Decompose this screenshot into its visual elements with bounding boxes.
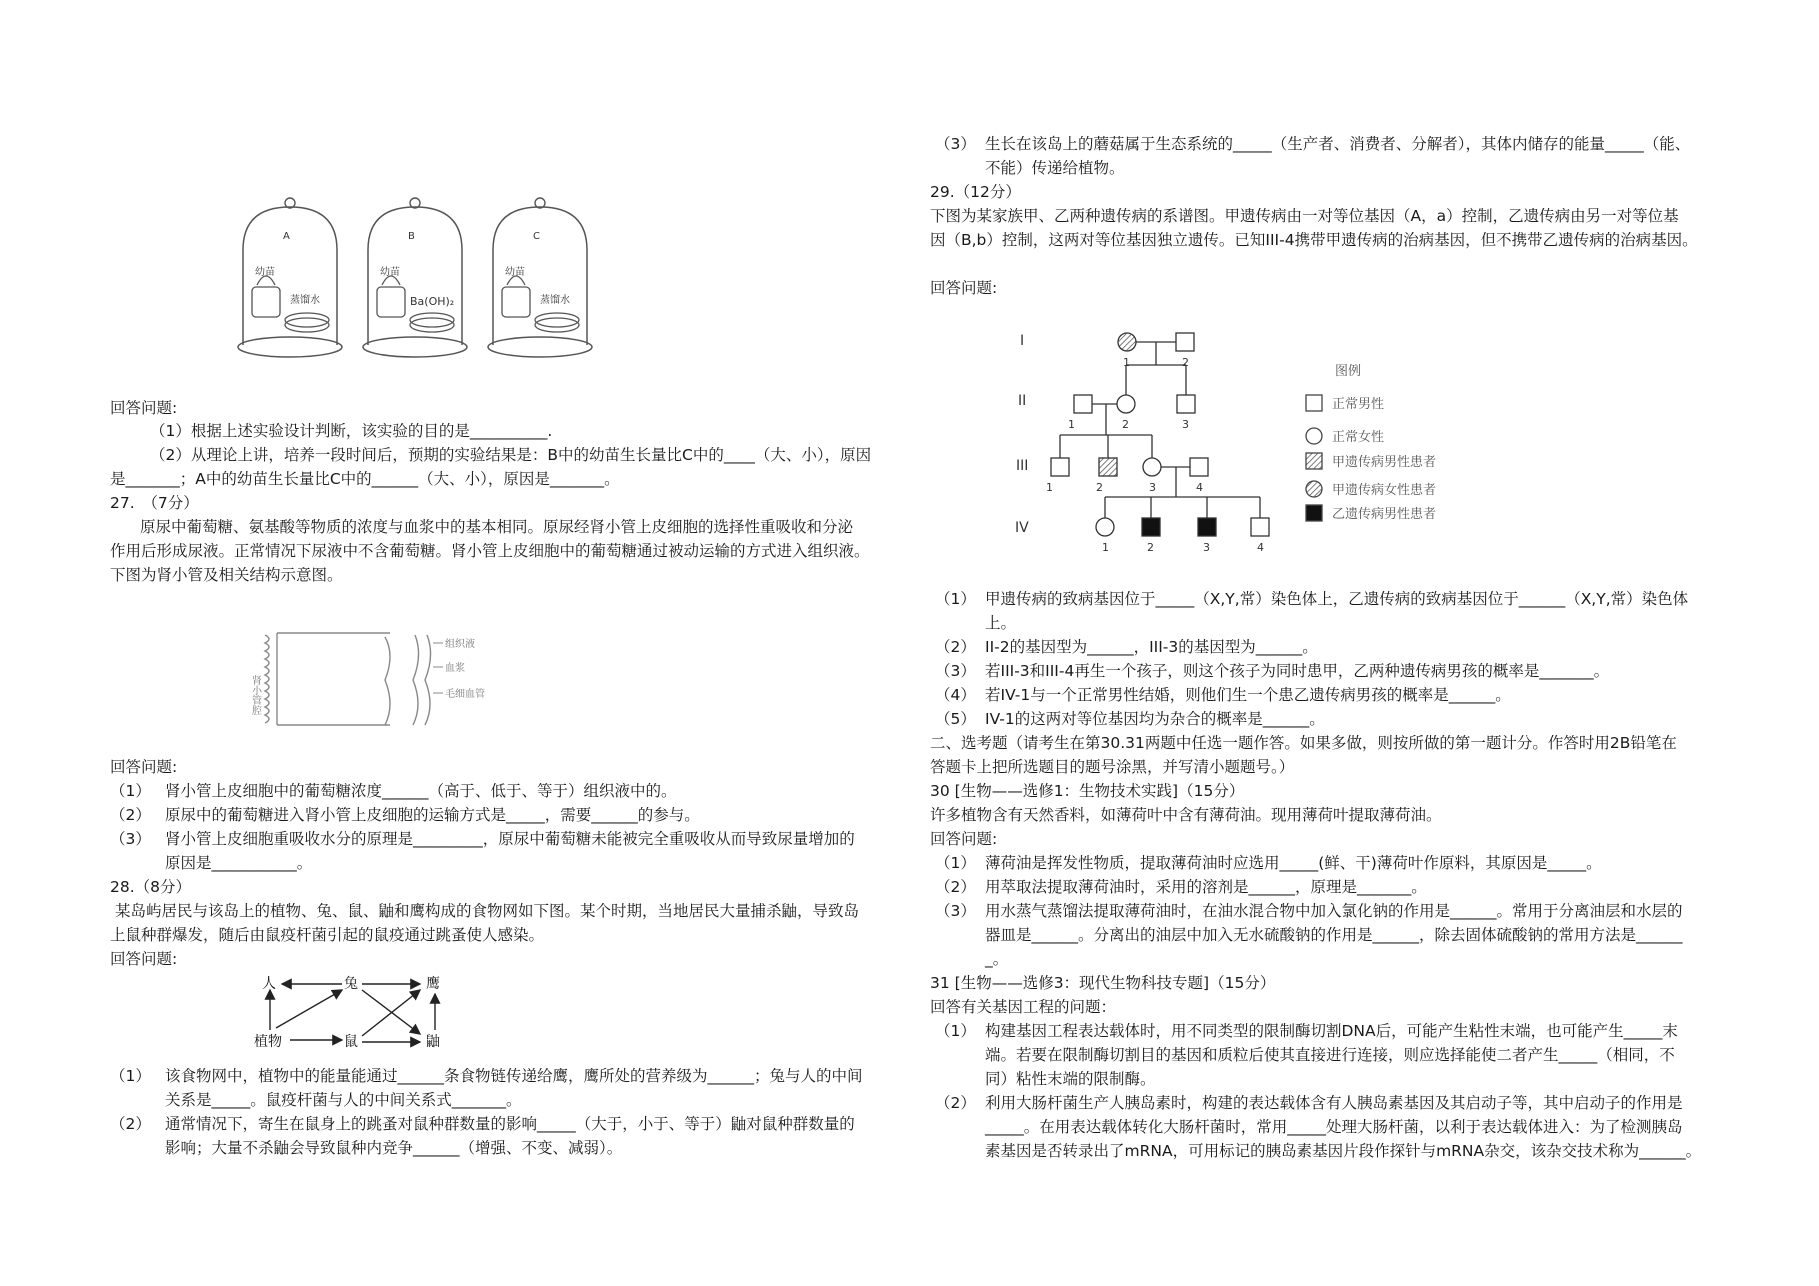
q27-heading: 27. （7分） [110, 494, 199, 512]
q31-item-2: 利用大肠杆菌生产人胰岛素时，构建的表达载体含有人胰岛素基因及其启动子等，其中启动子的作用是 [985, 1094, 1683, 1112]
legend-normal-male-icon [1306, 395, 1322, 411]
q30-item-2: 用萃取法提取薄荷油时，采用的溶剂是______，原理是_______。 [985, 878, 1427, 896]
q31-heading: 31 [生物——选修3：现代生物科技专题]（15分） [930, 974, 1276, 992]
q29-item-1: 甲遗传病的致病基因位于_____（X,Y,常）染色体上，乙遗传病的致病基因位于______（X,Y,常）染色体 [985, 590, 1689, 608]
q29-text-1: 下图为某家族甲、乙两种遗传病的系谱图。甲遗传病由一对等位基因（A，a）控制，乙遗传病由另一对等位基 [930, 207, 1679, 225]
q28-text-2: 上鼠种群爆发，随后由鼠疫杆菌引起的鼠疫通过跳蚤使人感染。 [110, 926, 545, 944]
jar-a-letter: A [283, 231, 290, 242]
bell-jar-a [238, 198, 342, 357]
jar-a-dish: 蒸馏水 [290, 295, 320, 306]
web-mouse: 鼠 [344, 1034, 358, 1050]
pedigree-I-2 [1176, 333, 1194, 351]
plasma-label: 血浆 [445, 663, 465, 674]
q31-item-1-num: （1） [935, 1022, 976, 1040]
legend-normal-female: 正常女性 [1332, 430, 1385, 445]
svg-text:1: 1 [1068, 418, 1075, 431]
q30-item-3-num: （3） [935, 902, 976, 920]
q28-item-3-cont: 不能）传递给植物。 [985, 159, 1125, 177]
jar-b-label: 幼苗 [380, 267, 400, 278]
gen-label-4: IV [1015, 520, 1029, 536]
bell-jar-b [363, 198, 467, 357]
q28-item-1: 该食物网中，植物中的能量能通过______条食物链传递给鹰，鹰所处的营养级为______；兔与人的中间 [165, 1067, 863, 1085]
q28-item-1-cont: 关系是_____。鼠疫杆菌与人的中间关系式_______。 [165, 1091, 522, 1109]
q28-answer-prompt: 回答问题: [110, 950, 178, 968]
q26-answer-prompt: 回答问题: [110, 399, 178, 417]
svg-text:2: 2 [1096, 481, 1103, 494]
q27-item-1-num: （1） [110, 782, 151, 800]
svg-text:1: 1 [1046, 481, 1053, 494]
q29-item-4: 若IV-1与一个正常男性结婚，则他们生一个患乙遗传病男孩的概率是______。 [985, 686, 1511, 704]
pedigree-III-3 [1143, 458, 1161, 476]
q29-item-5-num: （5） [935, 710, 976, 728]
q27-text-1: 原尿中葡萄糖、氨基酸等物质的浓度与血浆中的基本相同。原尿经肾小管上皮细胞的选择性重吸收和分泌 [140, 518, 854, 536]
svg-text:3: 3 [1149, 481, 1156, 494]
legend-normal-male: 正常男性 [1332, 397, 1385, 412]
legend-b-male-icon [1306, 505, 1322, 521]
legend-title: 图例 [1335, 364, 1362, 379]
q29-item-2: II-2的基因型为______，III-3的基因型为______。 [985, 638, 1318, 656]
q30-item-3-cont2: _。 [985, 950, 1009, 968]
q30-item-2-num: （2） [935, 878, 976, 896]
q27-answer-prompt: 回答问题: [110, 758, 178, 776]
svg-text:1: 1 [1102, 541, 1109, 554]
svg-text:4: 4 [1196, 481, 1203, 494]
legend-a-female-icon [1306, 481, 1322, 497]
q29-heading: 29.（12分） [930, 183, 1021, 201]
bell-jar-c [488, 198, 592, 357]
q28-item-2: 通常情况下，寄生在鼠身上的跳蚤对鼠种群数量的影响_____（大于，小于、等于）鼬对鼠种群数量的 [165, 1115, 855, 1133]
q29-item-1-cont: 上。 [985, 614, 1017, 632]
pedigree-IV-3 [1198, 518, 1216, 536]
q31-item-1-cont: 端。若要在限制酶切割目的基因和质粒后使其直接进行连接，则应选择能使二者产生_____（相同，不 [985, 1046, 1675, 1064]
pedigree-II-3 [1177, 395, 1195, 413]
q28-item-2-cont: 影响；大量不杀鼬会导致鼠种内竞争______（增强、不变、减弱）。 [165, 1139, 623, 1157]
tissue-fluid-label: 组织液 [445, 639, 475, 650]
q27-text-3: 下图为肾小管及相关结构示意图。 [110, 566, 343, 584]
q31-item-1-cont2: 同）粘性末端的限制酶。 [985, 1070, 1156, 1088]
jar-a-label: 幼苗 [255, 267, 275, 278]
q28-item-3: 生长在该岛上的蘑菇属于生态系统的_____（生产者、消费者、分解者），其体内储存的能量_____（能、 [985, 135, 1691, 153]
q26-part-2a: （2）从理论上讲，培养一段时间后，预期的实验结果是：B中的幼苗生长量比C中的____（大、小），原因 [150, 446, 872, 464]
pedigree-IV-1 [1096, 518, 1114, 536]
pedigree-III-2 [1099, 458, 1117, 476]
jar-c-dish: 蒸馏水 [540, 295, 570, 306]
svg-text:3: 3 [1203, 541, 1210, 554]
legend-a-male: 甲遗传病男性患者 [1332, 455, 1437, 470]
pedigree-I-1 [1118, 333, 1136, 351]
q30-text-1: 许多植物含有天然香料，如薄荷叶中含有薄荷油。现用薄荷叶提取薄荷油。 [930, 806, 1442, 824]
q30-item-3: 用水蒸气蒸馏法提取薄荷油时，在油水混合物中加入氯化钠的作用是______。常用于分离油层和水层的 [985, 902, 1683, 920]
q27-item-1: 肾小管上皮细胞中的葡萄糖浓度______（高于、低于、等于）组织液中的。 [165, 782, 677, 800]
q31-item-2-cont: _____。在用表达载体转化大肠杆菌时，常用_____处理大肠杆菌，以利于表达载体进入：为了检测胰岛 [985, 1118, 1683, 1136]
capillary-label: 毛细血管 [445, 689, 485, 700]
web-hawk: 鹰 [426, 976, 440, 992]
q31-text-1: 回答有关基因工程的问题： [930, 998, 1117, 1016]
q29-item-1-num: （1） [935, 590, 976, 608]
q30-heading: 30 [生物——选修1：生物技术实践]（15分） [930, 782, 1245, 800]
svg-text:1: 1 [1123, 356, 1130, 369]
q28-heading: 28.（8分） [110, 878, 192, 896]
gen-label-2: II [1018, 393, 1027, 409]
q27-item-3-cont: 原因是___________。 [165, 854, 313, 872]
jar-b-letter: B [408, 231, 415, 242]
q28-3-num: （3） [935, 135, 976, 153]
svg-text:2: 2 [1122, 418, 1129, 431]
web-human: 人 [262, 976, 276, 992]
q28-text-1: 某岛屿居民与该岛上的植物、兔、鼠、鼬和鹰构成的食物网如下图。某个时期，当地居民大量捕杀鼬，导致岛 [115, 902, 860, 920]
q29-answer-prompt: 回答问题: [930, 279, 998, 297]
tubule-lumen-label: 肾小管腔 [249, 675, 261, 715]
web-weasel: 鼬 [426, 1034, 440, 1050]
q30-item-1-num: （1） [935, 854, 976, 872]
legend-a-female: 甲遗传病女性患者 [1332, 483, 1437, 498]
bell-jar-figure [225, 195, 605, 369]
q29-item-5: IV-1的这两对等位基因均为杂合的概率是______。 [985, 710, 1325, 728]
jar-b-dish: Ba(OH)₂ [410, 295, 455, 308]
q31-item-1: 构建基因工程表达载体时，用不同类型的限制酶切割DNA后，可能产生粘性末端，也可能产生_____末 [985, 1022, 1678, 1040]
web-plant: 植物 [254, 1034, 282, 1050]
q26-part-2b: 是_______；A中的幼苗生长量比C中的______（大、小），原因是_______。 [110, 470, 620, 488]
pedigree-II-1 [1074, 395, 1092, 413]
q27-item-3: 肾小管上皮细胞重吸收水分的原理是_________，原尿中葡萄糖未能被完全重吸收从而导致尿量增加的 [165, 830, 855, 848]
q29-item-3-num: （3） [935, 662, 976, 680]
q27-item-3-num: （3） [110, 830, 151, 848]
q30-answer-prompt: 回答问题: [930, 830, 998, 848]
pedigree-II-2 [1117, 395, 1135, 413]
web-rabbit: 兔 [344, 976, 358, 992]
legend-b-male: 乙遗传病男性患者 [1332, 507, 1437, 522]
q27-item-2: 原尿中的葡萄糖进入肾小管上皮细胞的运输方式是_____，需要______的参与。 [165, 806, 700, 824]
pedigree-IV-4 [1251, 518, 1269, 536]
q31-item-2-cont2: 素基因是否转录出了mRNA，可用标记的胰岛素基因片段作探针与mRNA杂交，该杂交技术称为______。 [985, 1142, 1702, 1160]
q29-item-3: 若III-3和III-4再生一个孩子，则这个孩子为同时患甲，乙两种遗传病男孩的概率是_______。 [985, 662, 1610, 680]
q28-item-1-num: （1） [110, 1067, 151, 1085]
q27-text-2: 作用后形成尿液。正常情况下尿液中不含葡萄糖。肾小管上皮细胞中的葡萄糖通过被动运输的方式进入组织液。 [110, 542, 870, 560]
q28-item-2-num: （2） [110, 1115, 151, 1133]
svg-text:2: 2 [1182, 356, 1189, 369]
q29-text-2: 因（B,b）控制，这两对等位基因独立遗传。已知III-4携带甲遗传病的治病基因，但不携带乙遗传病的治病基因。 [930, 231, 1698, 249]
gen-label-1: I [1020, 333, 1025, 349]
svg-text:2: 2 [1147, 541, 1154, 554]
svg-text:4: 4 [1257, 541, 1264, 554]
q30-item-1: 薄荷油是挥发性物质，提取薄荷油时应选用_____(鲜、干)薄荷叶作原料，其原因是_____。 [985, 854, 1602, 872]
q29-item-4-num: （4） [935, 686, 976, 704]
section-2-text-1: 二、选考题（请考生在第30.31两题中任选一题作答。如果多做，则按所做的第一题计分。作答时用2B铅笔在 [930, 734, 1677, 752]
pedigree-IV-2 [1142, 518, 1160, 536]
renal-tubule-figure [249, 625, 525, 739]
legend-normal-female-icon [1306, 428, 1322, 444]
gen-label-3: III [1016, 458, 1029, 474]
jar-c-label: 幼苗 [505, 267, 525, 278]
pedigree-figure [1010, 325, 1470, 574]
q26-part-1: （1）根据上述实验设计判断，该实验的目的是__________. [150, 422, 553, 440]
food-web-figure [250, 972, 470, 1056]
q30-item-3-cont: 器皿是______。分离出的油层中加入无水硫酸钠的作用是______，除去固体硫酸钠的常用方法是______ [985, 926, 1683, 944]
jar-c-letter: C [533, 231, 540, 242]
svg-text:3: 3 [1182, 418, 1189, 431]
q29-item-2-num: （2） [935, 638, 976, 656]
pedigree-III-1 [1051, 458, 1069, 476]
q27-item-2-num: （2） [110, 806, 151, 824]
pedigree-III-4 [1190, 458, 1208, 476]
section-2-text-2: 答题卡上把所选题目的题号涂黑，并写清小题题号。） [930, 758, 1295, 776]
q31-item-2-num: （2） [935, 1094, 976, 1112]
legend-a-male-icon [1306, 453, 1322, 469]
